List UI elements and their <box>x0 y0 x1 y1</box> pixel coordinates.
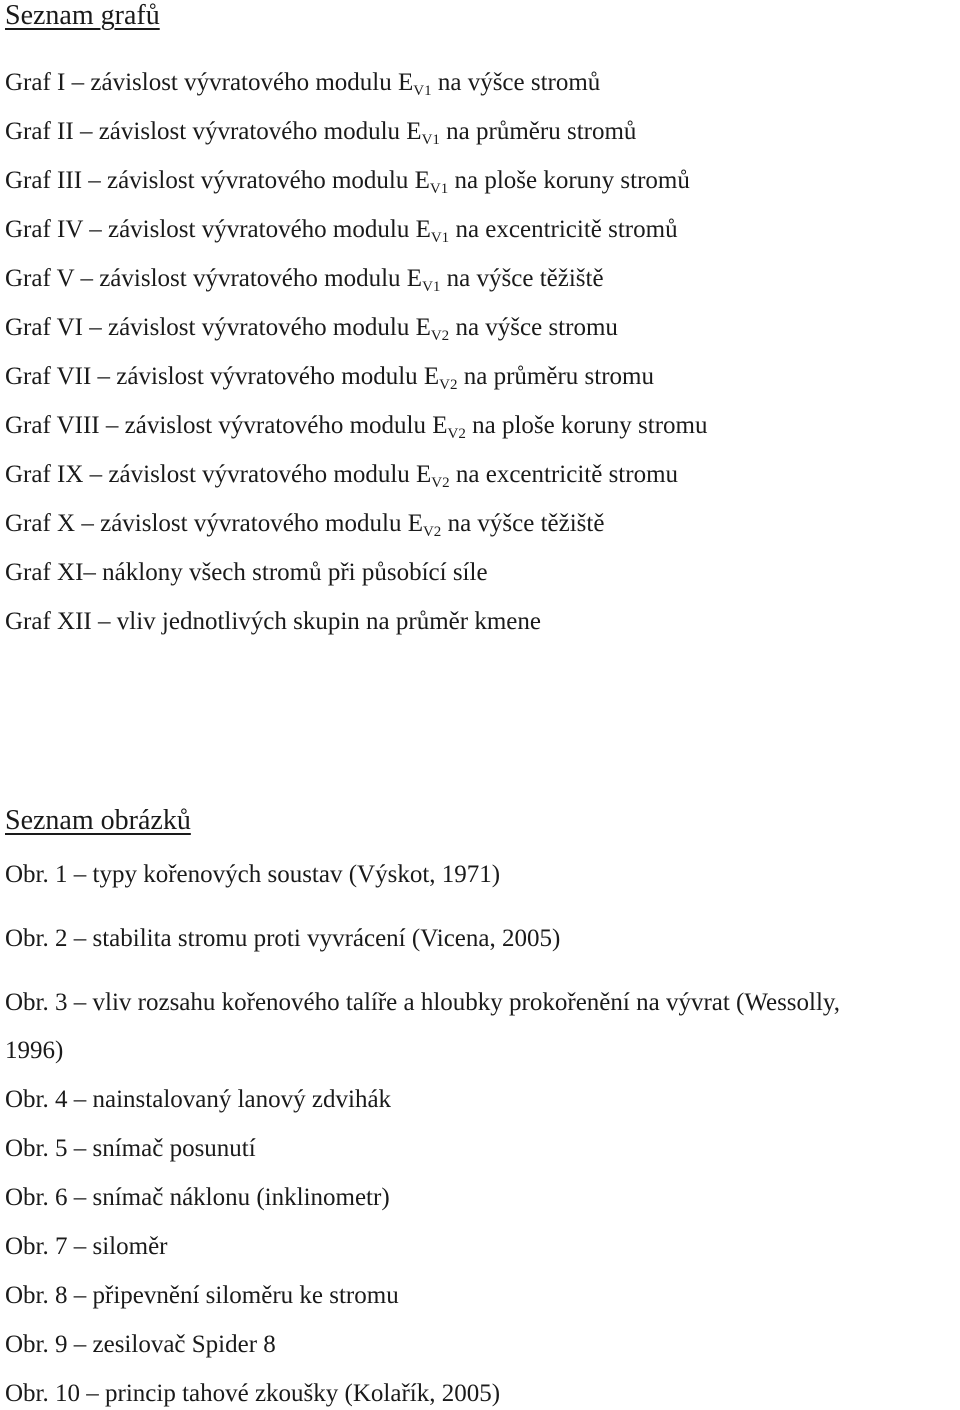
figure-list-item: Obr. 8 – připevnění siloměru ke stromu <box>5 1282 399 1309</box>
figure-list-item: Obr. 10 – princip tahové zkoušky (Kolařík, 2005) <box>5 1380 501 1407</box>
figure-list-item-continuation: 1996) <box>5 1037 64 1064</box>
graph-list-item: Graf IX – závislost vývratového modulu $E_{V2}$ na excentricitě stromu <box>5 461 679 491</box>
graph-list-item: Graf VI – závislost vývratového modulu $E_{V2}$ na výšce stromu <box>5 314 618 344</box>
graph-list-item: Graf XI– náklony všech stromů při působící síle <box>5 559 488 586</box>
graph-list-item: Graf I – závislost vývratového modulu $E_{V1}$ na výšce stromů <box>5 69 601 99</box>
figure-list-heading: Seznam obrázků <box>5 805 191 836</box>
graph-list-item: Graf VIII – závislost vývratového modulu $E_{V2}$ na ploše koruny stromu <box>5 412 708 442</box>
graph-list-item: Graf III – závislost vývratového modulu $E_{V1}$ na ploše koruny stromů <box>5 167 690 197</box>
graph-list-item: Graf IV – závislost vývratového modulu $E_{V1}$ na excentricitě stromů <box>5 216 678 246</box>
figure-list-item: Obr. 2 – stabilita stromu proti vyvrácení (Vicena, 2005) <box>5 925 561 952</box>
graph-list-heading: Seznam grafů <box>5 0 160 31</box>
figure-list-item: Obr. 9 – zesilovač Spider 8 <box>5 1331 276 1358</box>
figure-list-item: Obr. 5 – snímač posunutí <box>5 1135 256 1162</box>
figure-list-item: Obr. 7 – siloměr <box>5 1233 168 1260</box>
figure-list-item: Obr. 1 – typy kořenových soustav (Výskot, 1971) <box>5 861 501 888</box>
graph-list-item: Graf V – závislost vývratového modulu $E_{V1}$ na výšce těžiště <box>5 265 604 295</box>
figure-list-item: Obr. 6 – snímač náklonu (inklinometr) <box>5 1184 390 1211</box>
graph-list-item: Graf XII – vliv jednotlivých skupin na průměr kmene <box>5 608 541 635</box>
graph-list-item: Graf II – závislost vývratového modulu $E_{V1}$ na průměru stromů <box>5 118 637 148</box>
graph-list-item: Graf X – závislost vývratového modulu $E_{V2}$ na výšce těžiště <box>5 510 605 540</box>
figure-list-item: Obr. 3 – vliv rozsahu kořenového talíře a hloubky prokořenění na vývrat (Wessolly, <box>5 989 841 1016</box>
graph-list-item: Graf VII – závislost vývratového modulu $E_{V2}$ na průměru stromu <box>5 363 654 393</box>
figure-list-item: Obr. 4 – nainstalovaný lanový zdvihák <box>5 1086 392 1113</box>
